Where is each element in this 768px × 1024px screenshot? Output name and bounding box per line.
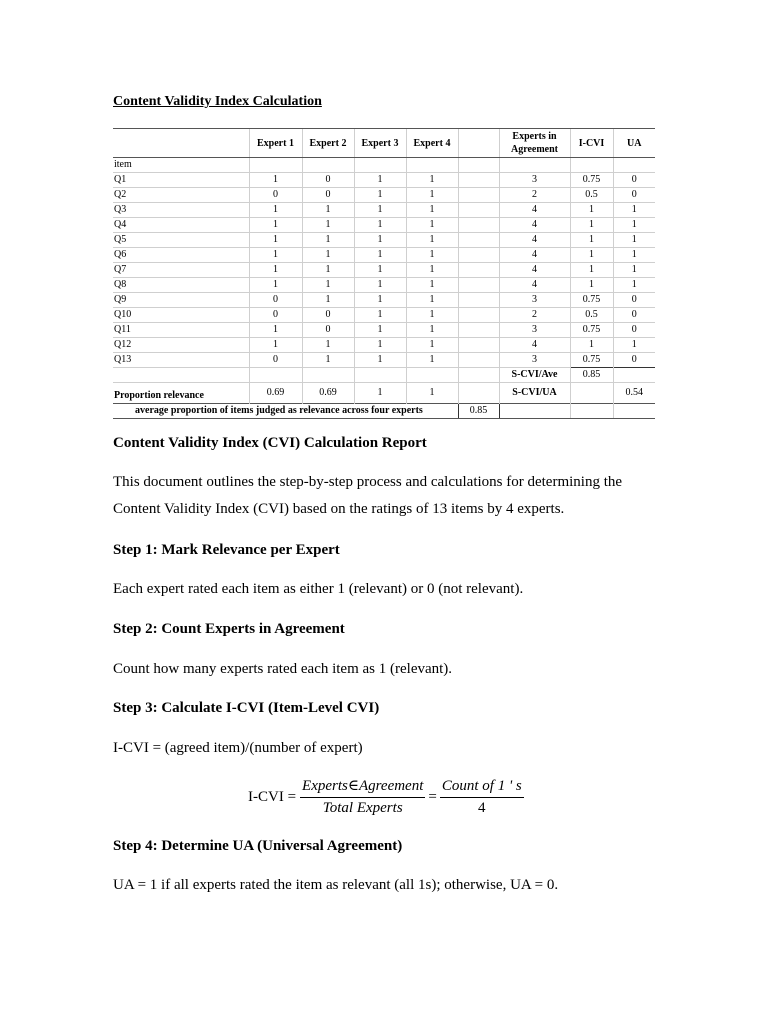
expert-2-cell: 0 bbox=[302, 308, 354, 323]
expert-4-cell: 1 bbox=[406, 188, 458, 203]
empty-cell bbox=[302, 368, 354, 383]
empty-cell bbox=[613, 158, 655, 173]
expert-1-cell: 1 bbox=[249, 218, 302, 233]
expert-1-cell: 1 bbox=[249, 248, 302, 263]
item-cell: Q4 bbox=[113, 218, 249, 233]
icvi-cell: 0.5 bbox=[570, 308, 613, 323]
ua-cell: 1 bbox=[613, 248, 655, 263]
header-expert-1: Expert 1 bbox=[249, 129, 302, 158]
proportion-expert-3: 1 bbox=[354, 383, 406, 404]
expert-1-cell: 1 bbox=[249, 323, 302, 338]
expert-3-cell: 1 bbox=[354, 353, 406, 368]
expert-2-cell: 0 bbox=[302, 173, 354, 188]
item-cell: Q11 bbox=[113, 323, 249, 338]
expert-1-cell: 1 bbox=[249, 173, 302, 188]
empty-cell bbox=[113, 368, 249, 383]
expert-1-cell: 1 bbox=[249, 338, 302, 353]
empty-cell bbox=[458, 158, 499, 173]
table-row bbox=[113, 323, 655, 338]
empty-cell bbox=[354, 158, 406, 173]
ua-cell: 0 bbox=[613, 293, 655, 308]
empty-cell bbox=[458, 338, 499, 353]
ua-cell: 1 bbox=[613, 233, 655, 248]
item-cell: Q2 bbox=[113, 188, 249, 203]
agreement-cell: 4 bbox=[499, 338, 570, 353]
ua-cell: 1 bbox=[613, 218, 655, 233]
header-ua: UA bbox=[613, 129, 655, 158]
header-expert-2: Expert 2 bbox=[302, 129, 354, 158]
agreement-cell: 4 bbox=[499, 233, 570, 248]
table-row bbox=[113, 248, 655, 263]
agreement-cell: 2 bbox=[499, 188, 570, 203]
empty-cell bbox=[249, 158, 302, 173]
ua-cell: 0 bbox=[613, 353, 655, 368]
empty-cell bbox=[249, 368, 302, 383]
formula-lhs: I-CVI = bbox=[248, 788, 297, 805]
proportion-relevance-row bbox=[113, 383, 655, 404]
icvi-cell: 1 bbox=[570, 278, 613, 293]
expert-1-cell: 1 bbox=[249, 278, 302, 293]
table-row bbox=[113, 353, 655, 368]
expert-4-cell: 1 bbox=[406, 248, 458, 263]
formula-fraction-1 bbox=[300, 778, 425, 817]
item-cell: Q6 bbox=[113, 248, 249, 263]
expert-1-cell: 1 bbox=[249, 233, 302, 248]
formula-fraction-2-numerator: Count of 1 ' s bbox=[440, 778, 524, 798]
expert-3-cell: 1 bbox=[354, 248, 406, 263]
icvi-cell: 1 bbox=[570, 218, 613, 233]
table-row bbox=[113, 263, 655, 278]
expert-2-cell: 1 bbox=[302, 248, 354, 263]
item-cell: Q13 bbox=[113, 353, 249, 368]
agreement-cell: 2 bbox=[499, 308, 570, 323]
average-proportion-text: average proportion of items judged as relevance across four experts bbox=[113, 404, 458, 419]
scvi-ua-label: S-CVI/UA bbox=[499, 383, 570, 404]
empty-cell bbox=[499, 404, 570, 419]
scvi-ave-row bbox=[113, 368, 655, 383]
table-row bbox=[113, 278, 655, 293]
icvi-cell: 0.5 bbox=[570, 188, 613, 203]
header-blank bbox=[458, 129, 499, 158]
table-row bbox=[113, 308, 655, 323]
expert-4-cell: 1 bbox=[406, 218, 458, 233]
empty-cell bbox=[458, 323, 499, 338]
icvi-cell: 0.75 bbox=[570, 293, 613, 308]
item-cell: Q1 bbox=[113, 173, 249, 188]
icvi-cell: 0.75 bbox=[570, 173, 613, 188]
expert-1-cell: 0 bbox=[249, 188, 302, 203]
ua-cell: 0 bbox=[613, 188, 655, 203]
scvi-ave-label: S-CVI/Ave bbox=[499, 368, 570, 383]
expert-4-cell: 1 bbox=[406, 308, 458, 323]
table-row bbox=[113, 203, 655, 218]
header-icvi: I-CVI bbox=[570, 129, 613, 158]
table-row bbox=[113, 218, 655, 233]
header-expert-3: Expert 3 bbox=[354, 129, 406, 158]
proportion-expert-4: 1 bbox=[406, 383, 458, 404]
expert-1-cell: 1 bbox=[249, 203, 302, 218]
empty-cell bbox=[406, 368, 458, 383]
expert-3-cell: 1 bbox=[354, 173, 406, 188]
expert-4-cell: 1 bbox=[406, 203, 458, 218]
formula-fraction-2-denominator: 4 bbox=[478, 799, 486, 816]
proportion-expert-1: 0.69 bbox=[249, 383, 302, 404]
expert-2-cell: 1 bbox=[302, 263, 354, 278]
empty-cell bbox=[613, 368, 655, 383]
expert-2-cell: 1 bbox=[302, 218, 354, 233]
empty-cell bbox=[458, 308, 499, 323]
empty-cell bbox=[458, 293, 499, 308]
step-4-text: UA = 1 if all experts rated the item as relevant (all 1s); otherwise, UA = 0. bbox=[113, 877, 559, 893]
empty-cell bbox=[570, 383, 613, 404]
agreement-cell: 4 bbox=[499, 278, 570, 293]
step-4-title: Step 4: Determine UA (Universal Agreement) bbox=[113, 838, 403, 854]
item-cell: Q9 bbox=[113, 293, 249, 308]
empty-cell bbox=[302, 158, 354, 173]
expert-3-cell: 1 bbox=[354, 308, 406, 323]
expert-4-cell: 1 bbox=[406, 338, 458, 353]
formula-fraction-2 bbox=[440, 778, 524, 817]
agreement-cell: 4 bbox=[499, 248, 570, 263]
empty-cell bbox=[458, 203, 499, 218]
expert-1-cell: 0 bbox=[249, 353, 302, 368]
scvi-ave-value: 0.85 bbox=[570, 368, 613, 383]
header-expert-4: Expert 4 bbox=[406, 129, 458, 158]
empty-cell bbox=[458, 368, 499, 383]
expert-4-cell: 1 bbox=[406, 263, 458, 278]
empty-cell bbox=[458, 383, 499, 404]
expert-2-cell: 1 bbox=[302, 278, 354, 293]
empty-cell bbox=[570, 158, 613, 173]
empty-cell bbox=[354, 368, 406, 383]
item-label-row bbox=[113, 158, 655, 173]
ua-cell: 1 bbox=[613, 278, 655, 293]
ua-cell: 1 bbox=[613, 203, 655, 218]
empty-cell bbox=[458, 248, 499, 263]
empty-cell bbox=[458, 218, 499, 233]
agreement-cell: 4 bbox=[499, 263, 570, 278]
report-title: Content Validity Index (CVI) Calculation Report bbox=[113, 435, 427, 451]
expert-2-cell: 1 bbox=[302, 233, 354, 248]
formula-fraction-1-numerator: Experts∈Agreement bbox=[300, 778, 425, 798]
header-item bbox=[113, 129, 249, 158]
icvi-cell: 0.75 bbox=[570, 353, 613, 368]
expert-3-cell: 1 bbox=[354, 338, 406, 353]
expert-2-cell: 1 bbox=[302, 353, 354, 368]
expert-3-cell: 1 bbox=[354, 263, 406, 278]
item-label: item bbox=[113, 158, 249, 173]
ua-cell: 1 bbox=[613, 263, 655, 278]
expert-2-cell: 0 bbox=[302, 323, 354, 338]
empty-cell bbox=[499, 158, 570, 173]
expert-2-cell: 1 bbox=[302, 338, 354, 353]
proportion-label: Proportion relevance bbox=[113, 383, 249, 404]
icvi-cell: 1 bbox=[570, 203, 613, 218]
empty-cell bbox=[458, 233, 499, 248]
expert-2-cell: 1 bbox=[302, 203, 354, 218]
icvi-cell: 1 bbox=[570, 233, 613, 248]
item-cell: Q5 bbox=[113, 233, 249, 248]
icvi-formula bbox=[248, 777, 524, 817]
item-cell: Q3 bbox=[113, 203, 249, 218]
ua-cell: 1 bbox=[613, 338, 655, 353]
expert-2-cell: 0 bbox=[302, 188, 354, 203]
expert-3-cell: 1 bbox=[354, 188, 406, 203]
icvi-cell: 1 bbox=[570, 338, 613, 353]
expert-4-cell: 1 bbox=[406, 173, 458, 188]
agreement-cell: 4 bbox=[499, 203, 570, 218]
step-2-text: Count how many experts rated each item as 1 (relevant). bbox=[113, 661, 453, 677]
empty-cell bbox=[613, 404, 655, 419]
item-cell: Q10 bbox=[113, 308, 249, 323]
step-3-title: Step 3: Calculate I-CVI (Item-Level CVI) bbox=[113, 700, 380, 716]
step-2-title: Step 2: Count Experts in Agreement bbox=[113, 621, 345, 637]
expert-1-cell: 0 bbox=[249, 293, 302, 308]
expert-4-cell: 1 bbox=[406, 278, 458, 293]
table-header-row bbox=[113, 129, 655, 158]
agreement-cell: 3 bbox=[499, 353, 570, 368]
empty-cell bbox=[458, 278, 499, 293]
empty-cell bbox=[458, 173, 499, 188]
table-row bbox=[113, 188, 655, 203]
icvi-cell: 1 bbox=[570, 263, 613, 278]
proportion-expert-2: 0.69 bbox=[302, 383, 354, 404]
average-proportion-value: 0.85 bbox=[458, 404, 499, 419]
average-proportion-row bbox=[113, 404, 655, 419]
expert-4-cell: 1 bbox=[406, 353, 458, 368]
empty-cell bbox=[570, 404, 613, 419]
empty-cell bbox=[458, 263, 499, 278]
formula-equals: = bbox=[428, 788, 437, 805]
step-3-text: I-CVI = (agreed item)/(number of expert) bbox=[113, 740, 363, 756]
expert-3-cell: 1 bbox=[354, 203, 406, 218]
table-row bbox=[113, 173, 655, 188]
expert-4-cell: 1 bbox=[406, 233, 458, 248]
icvi-cell: 0.75 bbox=[570, 323, 613, 338]
agreement-cell: 4 bbox=[499, 218, 570, 233]
item-cell: Q12 bbox=[113, 338, 249, 353]
item-cell: Q8 bbox=[113, 278, 249, 293]
scvi-ua-value: 0.54 bbox=[613, 383, 655, 404]
empty-cell bbox=[406, 158, 458, 173]
expert-3-cell: 1 bbox=[354, 323, 406, 338]
ua-cell: 0 bbox=[613, 173, 655, 188]
intro-paragraph: This document outlines the step-by-step process and calculations for determining the Content Validity Index (CVI) based on the ratings of 13 items by 4 experts. bbox=[113, 474, 623, 517]
cvi-table bbox=[113, 128, 655, 419]
ua-cell: 0 bbox=[613, 308, 655, 323]
empty-cell bbox=[458, 353, 499, 368]
item-cell: Q7 bbox=[113, 263, 249, 278]
expert-1-cell: 1 bbox=[249, 263, 302, 278]
table-row bbox=[113, 233, 655, 248]
table-row bbox=[113, 338, 655, 353]
expert-3-cell: 1 bbox=[354, 278, 406, 293]
agreement-cell: 3 bbox=[499, 173, 570, 188]
step-1-title: Step 1: Mark Relevance per Expert bbox=[113, 542, 340, 558]
expert-2-cell: 1 bbox=[302, 293, 354, 308]
table-row bbox=[113, 293, 655, 308]
agreement-cell: 3 bbox=[499, 323, 570, 338]
expert-3-cell: 1 bbox=[354, 293, 406, 308]
formula-fraction-1-denominator: Total Experts bbox=[322, 799, 403, 816]
expert-4-cell: 1 bbox=[406, 323, 458, 338]
agreement-cell: 3 bbox=[499, 293, 570, 308]
expert-4-cell: 1 bbox=[406, 293, 458, 308]
ua-cell: 0 bbox=[613, 323, 655, 338]
page-title: Content Validity Index Calculation bbox=[113, 94, 322, 109]
icvi-cell: 1 bbox=[570, 248, 613, 263]
expert-3-cell: 1 bbox=[354, 233, 406, 248]
step-1-text: Each expert rated each item as either 1 (relevant) or 0 (not relevant). bbox=[113, 581, 524, 597]
expert-1-cell: 0 bbox=[249, 308, 302, 323]
expert-3-cell: 1 bbox=[354, 218, 406, 233]
header-experts-in-agreement: Experts in Agreement bbox=[499, 129, 570, 158]
empty-cell bbox=[458, 188, 499, 203]
